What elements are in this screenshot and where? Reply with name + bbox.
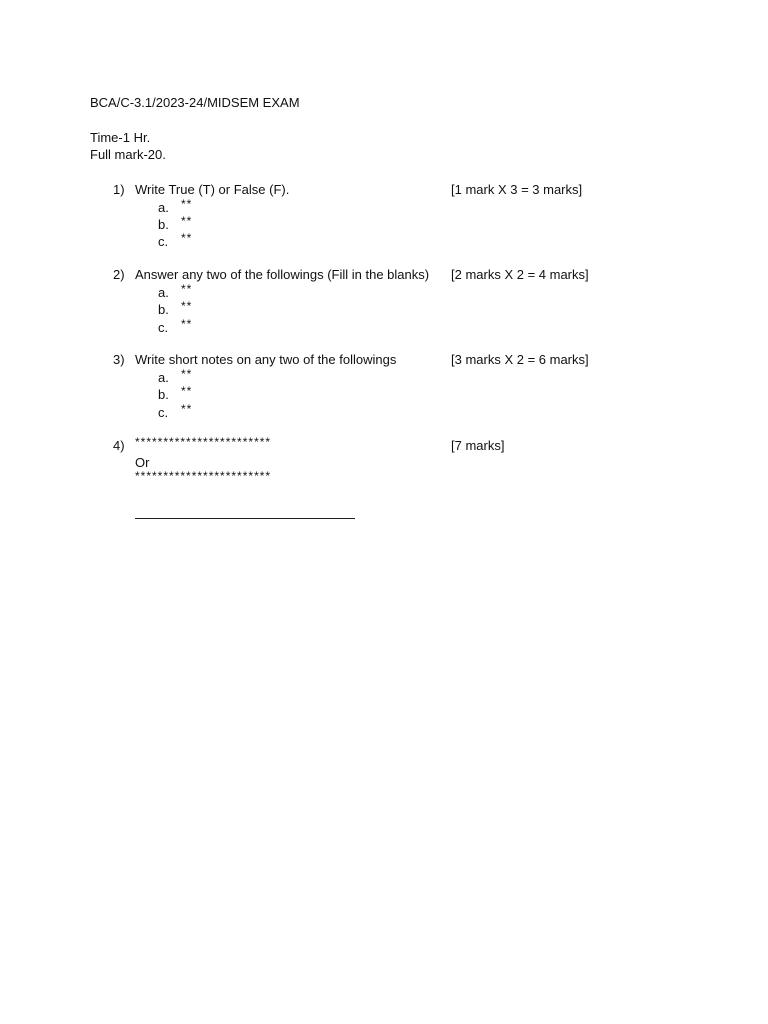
- end-separator-line: [135, 518, 355, 519]
- exam-time: Time-1 Hr.: [90, 130, 151, 145]
- question-1-number: 1): [113, 182, 125, 197]
- question-1-marks: [1 mark X 3 = 3 marks]: [451, 182, 583, 197]
- question-2-item-a-value: **: [181, 282, 193, 296]
- question-1-item-b-label: b.: [158, 217, 169, 232]
- question-2-item-c-label: c.: [158, 320, 169, 335]
- question-4-alt-text: ************************: [135, 469, 272, 483]
- question-3-item-c-value: **: [181, 402, 193, 416]
- question-3-item-b-label: b.: [158, 387, 169, 402]
- question-3-number: 3): [113, 352, 125, 367]
- exam-code: BCA/C-3.1/2023-24/MIDSEM EXAM: [90, 95, 300, 110]
- question-1-item-a-value: **: [181, 197, 193, 211]
- exam-full-mark: Full mark-20.: [90, 147, 166, 162]
- question-4-text: ************************: [135, 435, 272, 449]
- question-2-item-b-value: **: [181, 299, 193, 313]
- question-1-item-c-label: c.: [158, 234, 169, 249]
- question-1-item-a-label: a.: [158, 200, 169, 215]
- question-3-text: Write short notes on any two of the followings: [135, 352, 397, 367]
- question-1-item-b-value: **: [181, 214, 193, 228]
- question-4-number: 4): [113, 438, 125, 453]
- question-2-number: 2): [113, 267, 125, 282]
- question-2-text: Answer any two of the followings (Fill in the blanks): [135, 267, 430, 282]
- question-3-item-a-value: **: [181, 367, 193, 381]
- question-3-item-a-label: a.: [158, 370, 169, 385]
- question-2-item-a-label: a.: [158, 285, 169, 300]
- question-4-or-label: Or: [135, 455, 150, 470]
- question-4-marks: [7 marks]: [451, 438, 505, 453]
- question-1-item-c-value: **: [181, 231, 193, 245]
- question-3-item-c-label: c.: [158, 405, 169, 420]
- question-1-text: Write True (T) or False (F).: [135, 182, 290, 197]
- question-2-marks: [2 marks X 2 = 4 marks]: [451, 267, 589, 282]
- question-3-marks: [3 marks X 2 = 6 marks]: [451, 352, 589, 367]
- question-3-item-b-value: **: [181, 384, 193, 398]
- question-2-item-b-label: b.: [158, 302, 169, 317]
- question-2-item-c-value: **: [181, 317, 193, 331]
